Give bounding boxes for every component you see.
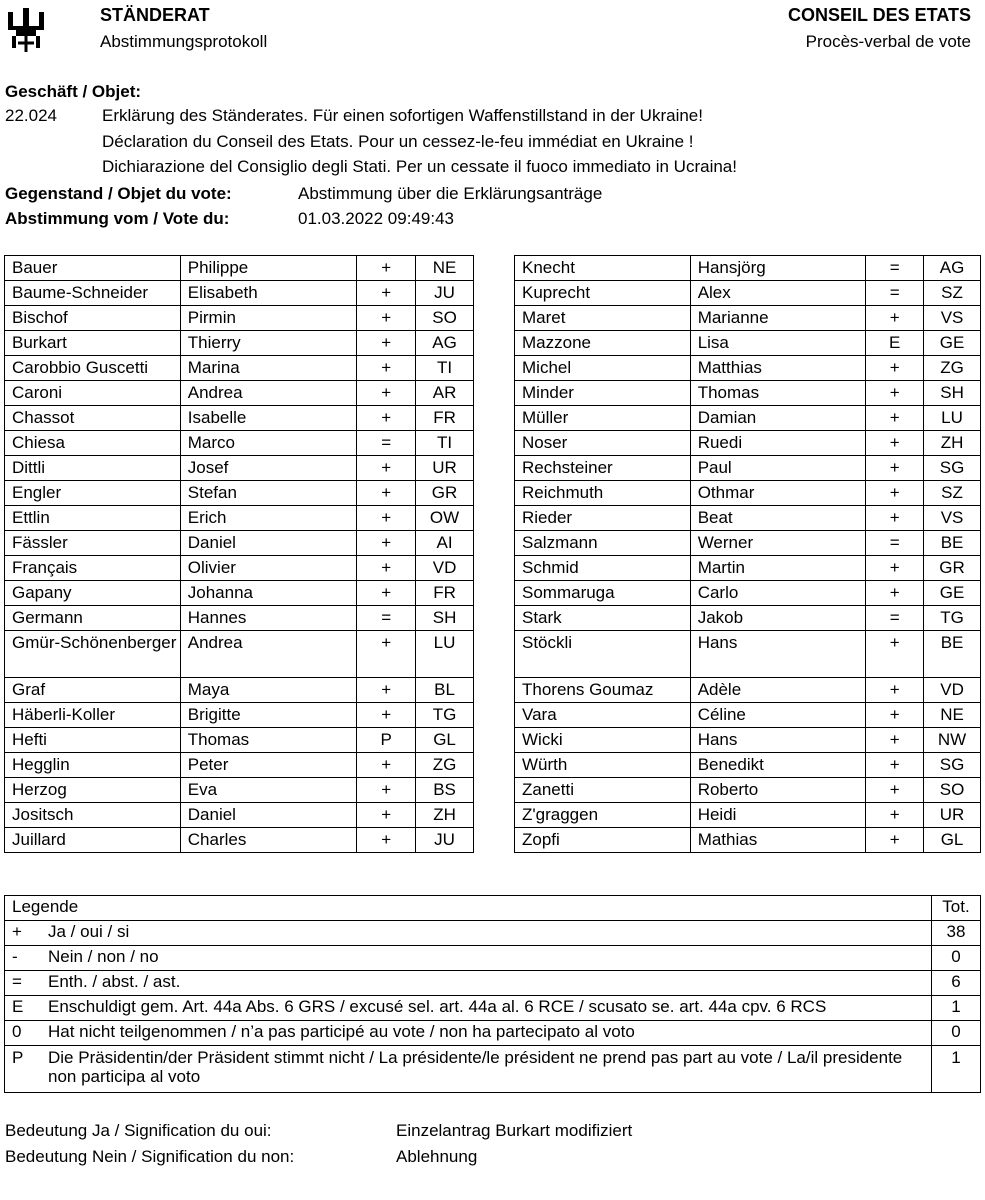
date-value: 01.03.2022 09:49:43 <box>298 209 454 228</box>
table-row <box>5 531 474 556</box>
chamber-title-de: STÄNDERAT <box>100 5 210 25</box>
legend-table <box>4 895 981 1093</box>
table-row <box>515 703 981 728</box>
member-last-name: Hefti <box>5 728 181 753</box>
chamber-title-fr: CONSEIL DES ETATS <box>787 5 971 25</box>
table-row <box>5 556 474 581</box>
member-first-name: Werner <box>690 531 866 556</box>
member-first-name: Thomas <box>690 381 866 406</box>
table-row <box>515 828 981 853</box>
member-last-name: Bauer <box>5 256 181 281</box>
meaning-yes-label: Bedeutung Ja / Signification du oui: <box>5 1121 272 1140</box>
member-last-name: Fässler <box>5 531 181 556</box>
legend-title: Legende <box>5 896 932 921</box>
member-vote: + <box>357 456 416 481</box>
member-vote: + <box>357 281 416 306</box>
member-first-name: Philippe <box>180 256 357 281</box>
table-row <box>5 356 474 381</box>
member-last-name: Mazzone <box>515 331 691 356</box>
member-canton: FR <box>416 406 474 431</box>
legend-text: Hat nicht teilgenommen / n’a pas participé au vote / non ha partecipato al voto <box>42 1021 932 1046</box>
protocol-subtitle-fr: Procès-verbal de vote <box>805 32 971 51</box>
member-first-name: Mathias <box>690 828 866 853</box>
member-last-name: Caroni <box>5 381 181 406</box>
member-canton: AR <box>416 381 474 406</box>
member-canton: SO <box>416 306 474 331</box>
table-row <box>515 481 981 506</box>
member-last-name: Z'graggen <box>515 803 691 828</box>
table-row <box>515 556 981 581</box>
table-row <box>515 631 981 678</box>
member-first-name: Ruedi <box>690 431 866 456</box>
object-title-fr: Déclaration du Conseil des Etats. Pour un cessez-le-feu immédiat en Ukraine ! <box>102 132 694 151</box>
legend-row <box>5 921 981 946</box>
table-row <box>515 281 981 306</box>
member-last-name: Bischof <box>5 306 181 331</box>
member-last-name: Zanetti <box>515 778 691 803</box>
member-canton: TG <box>924 606 981 631</box>
table-row <box>5 678 474 703</box>
member-canton: ZG <box>416 753 474 778</box>
member-first-name: Brigitte <box>180 703 357 728</box>
member-first-name: Roberto <box>690 778 866 803</box>
member-first-name: Andrea <box>180 631 357 678</box>
member-first-name: Hans <box>690 631 866 678</box>
legend-row <box>5 1046 981 1093</box>
member-last-name: Herzog <box>5 778 181 803</box>
member-canton: NW <box>924 728 981 753</box>
legend-symbol: + <box>5 921 43 946</box>
member-canton: LU <box>924 406 981 431</box>
member-first-name: Daniel <box>180 803 357 828</box>
member-last-name: Würth <box>515 753 691 778</box>
member-canton: NE <box>924 703 981 728</box>
member-canton: VD <box>416 556 474 581</box>
member-first-name: Marina <box>180 356 357 381</box>
member-first-name: Othmar <box>690 481 866 506</box>
object-label: Geschäft / Objet: <box>5 82 142 101</box>
member-vote: + <box>866 506 924 531</box>
member-canton: SO <box>924 778 981 803</box>
member-last-name: Noser <box>515 431 691 456</box>
member-canton: LU <box>416 631 474 678</box>
meaning-no-value: Ablehnung <box>396 1147 478 1166</box>
subject-label: Gegenstand / Objet du vote: <box>5 184 232 203</box>
legend-total: 1 <box>932 996 981 1021</box>
table-row <box>515 678 981 703</box>
legend-text: Nein / non / no <box>42 946 932 971</box>
member-last-name: Stöckli <box>515 631 691 678</box>
member-vote: + <box>866 306 924 331</box>
member-last-name: Kuprecht <box>515 281 691 306</box>
member-vote: + <box>357 531 416 556</box>
member-vote: + <box>866 406 924 431</box>
member-first-name: Eva <box>180 778 357 803</box>
member-first-name: Benedikt <box>690 753 866 778</box>
member-canton: VS <box>924 506 981 531</box>
table-row <box>515 531 981 556</box>
member-vote: + <box>866 481 924 506</box>
member-first-name: Elisabeth <box>180 281 357 306</box>
table-row <box>515 728 981 753</box>
member-vote: + <box>866 381 924 406</box>
member-first-name: Heidi <box>690 803 866 828</box>
member-last-name: Wicki <box>515 728 691 753</box>
member-last-name: Hegglin <box>5 753 181 778</box>
member-vote: + <box>357 381 416 406</box>
member-vote: + <box>357 678 416 703</box>
protocol-subtitle-de: Abstimmungsprotokoll <box>100 32 268 51</box>
member-last-name: Knecht <box>515 256 691 281</box>
member-first-name: Paul <box>690 456 866 481</box>
member-last-name: Jositsch <box>5 803 181 828</box>
member-first-name: Pirmin <box>180 306 357 331</box>
table-row <box>515 753 981 778</box>
member-last-name: Rechsteiner <box>515 456 691 481</box>
member-canton: GR <box>924 556 981 581</box>
member-vote: + <box>866 803 924 828</box>
member-first-name: Marco <box>180 431 357 456</box>
member-canton: TI <box>416 356 474 381</box>
member-vote: + <box>866 753 924 778</box>
member-last-name: Thorens Goumaz <box>515 678 691 703</box>
table-row <box>5 256 474 281</box>
member-last-name: Ettlin <box>5 506 181 531</box>
member-vote: + <box>866 728 924 753</box>
member-first-name: Hansjörg <box>690 256 866 281</box>
legend-row <box>5 1021 981 1046</box>
member-last-name: Graf <box>5 678 181 703</box>
member-canton: TG <box>416 703 474 728</box>
legend-row <box>5 971 981 996</box>
member-canton: OW <box>416 506 474 531</box>
member-canton: GE <box>924 581 981 606</box>
table-row <box>5 703 474 728</box>
member-vote: + <box>357 631 416 678</box>
member-first-name: Alex <box>690 281 866 306</box>
member-vote: + <box>357 506 416 531</box>
member-last-name: Français <box>5 556 181 581</box>
member-canton: FR <box>416 581 474 606</box>
member-vote: + <box>866 431 924 456</box>
table-row <box>515 331 981 356</box>
member-last-name: Vara <box>515 703 691 728</box>
member-first-name: Stefan <box>180 481 357 506</box>
member-canton: NE <box>416 256 474 281</box>
member-vote: + <box>357 581 416 606</box>
member-canton: ZH <box>416 803 474 828</box>
member-first-name: Carlo <box>690 581 866 606</box>
member-last-name: Zopfi <box>515 828 691 853</box>
member-vote: + <box>866 678 924 703</box>
meaning-no-label: Bedeutung Nein / Signification du non: <box>5 1147 295 1166</box>
member-last-name: Germann <box>5 606 181 631</box>
member-vote: P <box>357 728 416 753</box>
legend-total: 38 <box>932 921 981 946</box>
table-row <box>515 306 981 331</box>
member-first-name: Damian <box>690 406 866 431</box>
member-vote: = <box>866 281 924 306</box>
legend-symbol: E <box>5 996 43 1021</box>
member-last-name: Müller <box>515 406 691 431</box>
member-vote: = <box>357 606 416 631</box>
member-last-name: Michel <box>515 356 691 381</box>
member-first-name: Lisa <box>690 331 866 356</box>
member-first-name: Céline <box>690 703 866 728</box>
member-last-name: Sommaruga <box>515 581 691 606</box>
member-vote: + <box>357 556 416 581</box>
member-first-name: Daniel <box>180 531 357 556</box>
member-canton: AG <box>924 256 981 281</box>
member-last-name: Gmür-Schönenberger <box>5 631 181 678</box>
member-last-name: Maret <box>515 306 691 331</box>
member-canton: SH <box>416 606 474 631</box>
member-canton: SG <box>924 753 981 778</box>
member-canton: JU <box>416 281 474 306</box>
table-row <box>5 331 474 356</box>
member-canton: AI <box>416 531 474 556</box>
member-vote: + <box>357 828 416 853</box>
member-vote: + <box>357 356 416 381</box>
legend-row <box>5 946 981 971</box>
member-vote: + <box>866 456 924 481</box>
member-canton: GL <box>416 728 474 753</box>
member-first-name: Hannes <box>180 606 357 631</box>
legend-total: 0 <box>932 946 981 971</box>
member-last-name: Engler <box>5 481 181 506</box>
table-row <box>5 728 474 753</box>
member-vote: + <box>357 753 416 778</box>
table-row <box>5 803 474 828</box>
member-canton: TI <box>416 431 474 456</box>
member-vote: + <box>866 778 924 803</box>
legend-header-row <box>5 896 981 921</box>
member-first-name: Beat <box>690 506 866 531</box>
object-number: 22.024 <box>5 106 57 125</box>
legend-total: 6 <box>932 971 981 996</box>
member-first-name: Thomas <box>180 728 357 753</box>
member-first-name: Olivier <box>180 556 357 581</box>
table-row <box>5 481 474 506</box>
table-row <box>515 778 981 803</box>
member-last-name: Dittli <box>5 456 181 481</box>
member-canton: VS <box>924 306 981 331</box>
member-first-name: Isabelle <box>180 406 357 431</box>
member-last-name: Carobbio Guscetti <box>5 356 181 381</box>
member-canton: SZ <box>924 481 981 506</box>
table-row <box>515 406 981 431</box>
legend-text: Die Präsidentin/der Präsident stimmt nicht / La présidente/le président ne prend pas part au vote / La/il presidente non participa al voto <box>42 1046 932 1093</box>
member-first-name: Maya <box>180 678 357 703</box>
member-vote: + <box>866 828 924 853</box>
member-first-name: Martin <box>690 556 866 581</box>
member-vote: + <box>866 631 924 678</box>
member-last-name: Schmid <box>515 556 691 581</box>
member-vote: + <box>357 703 416 728</box>
table-row <box>5 306 474 331</box>
legend-symbol: - <box>5 946 43 971</box>
legend-total: 0 <box>932 1021 981 1046</box>
member-last-name: Salzmann <box>515 531 691 556</box>
member-last-name: Reichmuth <box>515 481 691 506</box>
member-vote: + <box>866 581 924 606</box>
legend-text: Enth. / abst. / ast. <box>42 971 932 996</box>
member-last-name: Baume-Schneider <box>5 281 181 306</box>
table-row <box>515 256 981 281</box>
member-first-name: Marianne <box>690 306 866 331</box>
legend-row <box>5 996 981 1021</box>
table-row <box>5 778 474 803</box>
table-row <box>515 803 981 828</box>
object-title-de: Erklärung des Ständerates. Für einen sofortigen Waffenstillstand in der Ukraine! <box>102 106 703 125</box>
table-row <box>515 581 981 606</box>
member-canton: SZ <box>924 281 981 306</box>
vote-table-right <box>514 255 981 853</box>
member-vote: + <box>357 778 416 803</box>
subject-value: Abstimmung über die Erklärungsanträge <box>298 184 603 203</box>
table-row <box>5 631 474 678</box>
member-first-name: Charles <box>180 828 357 853</box>
member-last-name: Juillard <box>5 828 181 853</box>
member-canton: BE <box>924 631 981 678</box>
legend-total-header: Tot. <box>932 896 981 921</box>
member-first-name: Johanna <box>180 581 357 606</box>
vote-table-left <box>4 255 474 853</box>
member-first-name: Matthias <box>690 356 866 381</box>
member-vote: + <box>357 406 416 431</box>
parliament-logo-icon <box>6 6 46 54</box>
member-first-name: Adèle <box>690 678 866 703</box>
table-row <box>5 381 474 406</box>
member-canton: UR <box>416 456 474 481</box>
member-first-name: Peter <box>180 753 357 778</box>
member-first-name: Thierry <box>180 331 357 356</box>
member-last-name: Burkart <box>5 331 181 356</box>
member-canton: BS <box>416 778 474 803</box>
member-first-name: Erich <box>180 506 357 531</box>
member-last-name: Chassot <box>5 406 181 431</box>
member-canton: SG <box>924 456 981 481</box>
meaning-yes-value: Einzelantrag Burkart modifiziert <box>396 1121 633 1140</box>
member-vote: + <box>357 256 416 281</box>
member-vote: + <box>866 556 924 581</box>
table-row <box>515 381 981 406</box>
member-canton: BL <box>416 678 474 703</box>
member-last-name: Häberli-Koller <box>5 703 181 728</box>
member-last-name: Minder <box>515 381 691 406</box>
member-canton: ZG <box>924 356 981 381</box>
table-row <box>5 406 474 431</box>
table-row <box>5 456 474 481</box>
legend-symbol: = <box>5 971 43 996</box>
table-row <box>5 506 474 531</box>
member-canton: GR <box>416 481 474 506</box>
member-vote: E <box>866 331 924 356</box>
member-vote: + <box>866 703 924 728</box>
member-vote: = <box>866 606 924 631</box>
member-vote: + <box>357 306 416 331</box>
legend-symbol: 0 <box>5 1021 43 1046</box>
member-vote: + <box>357 331 416 356</box>
member-last-name: Gapany <box>5 581 181 606</box>
member-vote: = <box>866 531 924 556</box>
table-row <box>515 356 981 381</box>
legend-text: Enschuldigt gem. Art. 44a Abs. 6 GRS / excusé sel. art. 44a al. 6 RCE / scusato se. art. 44a cpv. 6 RCS <box>42 996 932 1021</box>
member-vote: + <box>357 803 416 828</box>
table-row <box>515 606 981 631</box>
table-row <box>5 431 474 456</box>
table-row <box>5 606 474 631</box>
member-vote: = <box>866 256 924 281</box>
member-first-name: Andrea <box>180 381 357 406</box>
member-vote: + <box>866 356 924 381</box>
member-last-name: Rieder <box>515 506 691 531</box>
member-canton: VD <box>924 678 981 703</box>
table-row <box>515 456 981 481</box>
table-row <box>5 753 474 778</box>
member-canton: SH <box>924 381 981 406</box>
member-first-name: Hans <box>690 728 866 753</box>
member-first-name: Josef <box>180 456 357 481</box>
legend-symbol: P <box>5 1046 43 1093</box>
table-row <box>5 828 474 853</box>
table-row <box>5 281 474 306</box>
member-vote: = <box>357 431 416 456</box>
legend-total: 1 <box>932 1046 981 1093</box>
member-last-name: Stark <box>515 606 691 631</box>
member-last-name: Chiesa <box>5 431 181 456</box>
member-canton: UR <box>924 803 981 828</box>
date-label: Abstimmung vom / Vote du: <box>5 209 230 228</box>
member-canton: BE <box>924 531 981 556</box>
member-canton: GE <box>924 331 981 356</box>
legend-text: Ja / oui / si <box>42 921 932 946</box>
member-vote: + <box>357 481 416 506</box>
member-canton: AG <box>416 331 474 356</box>
member-canton: GL <box>924 828 981 853</box>
table-row <box>515 431 981 456</box>
table-row <box>515 506 981 531</box>
member-canton: ZH <box>924 431 981 456</box>
member-first-name: Jakob <box>690 606 866 631</box>
object-title-it: Dichiarazione del Consiglio degli Stati. Per un cessate il fuoco immediato in Ucraina! <box>102 157 737 176</box>
member-canton: JU <box>416 828 474 853</box>
table-row <box>5 581 474 606</box>
